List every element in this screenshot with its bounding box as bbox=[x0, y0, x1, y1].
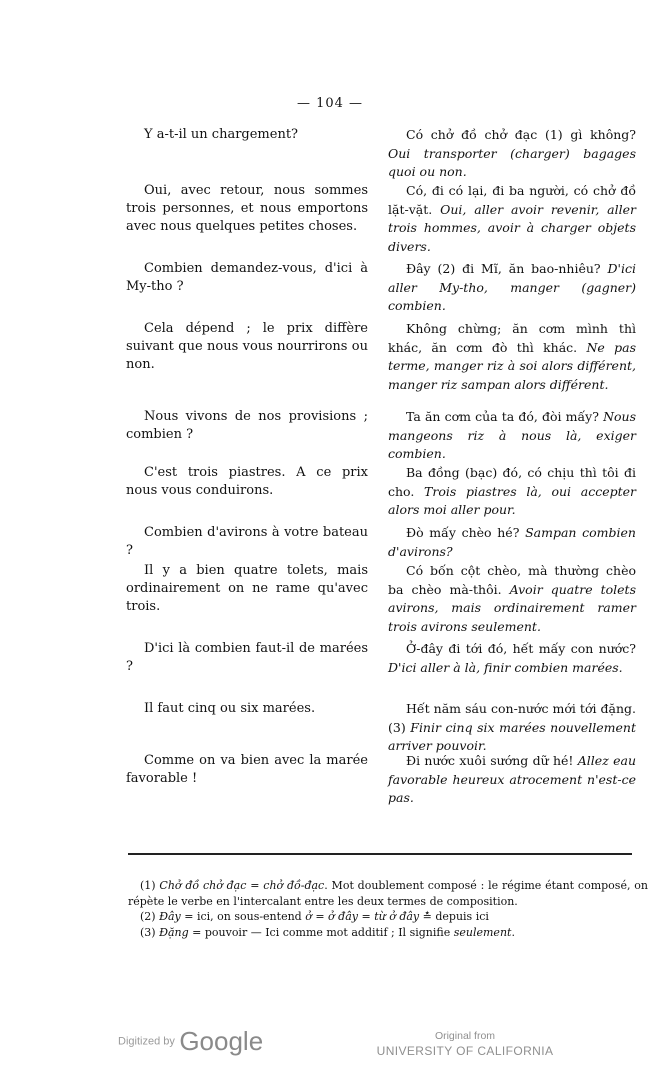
literal-translation: Finir cinq six marées nouvellement arriver pouvoir. bbox=[388, 719, 636, 753]
footnote-text: = bbox=[246, 879, 264, 892]
digitized-by-label: Digitized by bbox=[118, 1035, 175, 1048]
footnote-text: (1) bbox=[140, 879, 160, 892]
french-text: Cela dépend ; le prix diffère suivant que nous vous nourrirons ou non. bbox=[126, 321, 368, 372]
literal-translation: Sampan combien d'avirons? bbox=[388, 525, 636, 559]
literal-translation: D'ici aller My-tho, manger (gagner) combien. bbox=[388, 261, 636, 313]
french-phrase bbox=[126, 320, 368, 374]
footnote bbox=[128, 909, 648, 925]
footnotes bbox=[128, 878, 648, 940]
vietnamese-phrase bbox=[388, 752, 636, 808]
vietnamese-phrase bbox=[388, 640, 636, 677]
french-phrase bbox=[126, 700, 368, 718]
footnote bbox=[128, 878, 648, 909]
french-text: Combien demandez-vous, d'ici à My-tho ? bbox=[126, 261, 368, 294]
vietnamese-text: Không chừng; ăn cơm mình thì khác, ăn cơm đò thì khác. bbox=[388, 321, 636, 355]
french-text: Combien d'avirons à votre bateau ? bbox=[126, 525, 368, 558]
footnote-text: = ici, on sous-entend bbox=[180, 910, 306, 923]
french-text: D'ici là combien faut-il de marées ? bbox=[126, 641, 368, 674]
footnote-text: ở bbox=[305, 910, 312, 923]
original-from-credit bbox=[372, 1030, 558, 1059]
french-phrase bbox=[126, 182, 368, 236]
vietnamese-phrase bbox=[388, 562, 636, 636]
french-phrase bbox=[126, 562, 368, 616]
page-number: — 104 — bbox=[296, 96, 364, 111]
french-phrase bbox=[126, 408, 368, 444]
footnote-text: ≛ depuis ici bbox=[419, 910, 489, 923]
footnote-text: ở đây bbox=[328, 910, 358, 923]
vietnamese-text: Có chở đồ chở đạc (1) gì không? bbox=[406, 127, 636, 142]
vietnamese-phrase bbox=[388, 464, 636, 520]
footnote-text: seulement bbox=[453, 925, 512, 939]
institution-name: UNIVERSITY OF CALIFORNIA bbox=[376, 1044, 554, 1058]
literal-translation: Allez eau favorable heureux atrocement n'est-ce pas. bbox=[388, 753, 636, 805]
french-text: Oui, avec retour, nous sommes trois personnes, et nous emportons avec nous quelques petites choses. bbox=[126, 183, 368, 234]
french-phrase bbox=[126, 464, 368, 500]
vietnamese-phrase bbox=[388, 182, 636, 256]
original-from-label: Original from bbox=[434, 1030, 496, 1042]
vietnamese-text: Đi nước xuôi sướng dữ hé! bbox=[406, 753, 578, 768]
footnote-text: . bbox=[511, 925, 515, 939]
footnote-text: (3) bbox=[140, 925, 160, 939]
french-text: Il y a bien quatre tolets, mais ordinairement on ne rame qu'avec trois. bbox=[126, 563, 368, 614]
french-phrase bbox=[126, 524, 368, 560]
literal-translation: Ne pas terme, manger riz à soi alors différent, manger riz sampan alors différent. bbox=[388, 339, 636, 392]
footnote-text: = pouvoir — Ici comme mot additif ; Il signifie bbox=[188, 925, 454, 939]
french-phrase bbox=[126, 126, 368, 144]
footnote bbox=[128, 925, 648, 941]
vietnamese-text: Hết năm sáu con-nước mới tới đặng. (3) bbox=[388, 701, 636, 735]
french-text: C'est trois piastres. A ce prix nous vous conduirons. bbox=[126, 465, 368, 498]
footnote-text: = bbox=[311, 910, 329, 923]
digitized-by-credit bbox=[118, 1026, 263, 1057]
footnote-text: Chở đồ chở đạc bbox=[159, 879, 247, 892]
footnote-text: từ ở đây bbox=[374, 910, 420, 923]
vietnamese-phrase bbox=[388, 320, 636, 394]
literal-translation: Avoir quatre tolets avirons, mais ordinairement ramer trois avirons seulement. bbox=[388, 581, 636, 634]
vietnamese-phrase bbox=[388, 524, 636, 561]
footnote-separator bbox=[128, 853, 632, 855]
vietnamese-text: Ta ăn cơm của ta đó, đòi mấy? bbox=[406, 409, 604, 424]
french-text: Comme on va bien avec la marée favorable ! bbox=[126, 753, 368, 786]
footnote-text: (2) bbox=[140, 910, 160, 923]
french-phrase bbox=[126, 752, 368, 788]
french-phrase bbox=[126, 260, 368, 296]
vietnamese-text: Có, đi có lại, đi ba người, có chở đồ lặt-vặt. bbox=[388, 183, 636, 217]
vietnamese-phrase bbox=[388, 260, 636, 316]
literal-translation: Oui transporter (charger) bagages quoi ou non. bbox=[388, 145, 636, 179]
footnote-text: chở đồ-đạc bbox=[263, 879, 325, 892]
literal-translation: D'ici aller à là, finir combien marées. bbox=[388, 659, 623, 675]
vietnamese-text: Ở-đây đi tới đó, hết mấy con nước? bbox=[406, 641, 636, 656]
footnote-text: Đặng bbox=[159, 925, 189, 939]
footnote-text: . Mot doublement composé : le régime étant composé, on répète le verbe en l'intercalant entre les deux termes de composition. bbox=[128, 879, 648, 908]
vietnamese-text: Ba đồng (bạc) đó, có chịu thì tôi đi cho. bbox=[388, 465, 636, 499]
footnote-text: Đây bbox=[159, 910, 181, 923]
google-logo: Google bbox=[179, 1026, 264, 1056]
vietnamese-text: Có bốn cột chèo, mà thường chèo ba chèo mà-thôi. bbox=[388, 563, 636, 597]
vietnamese-phrase bbox=[388, 126, 636, 182]
french-phrase bbox=[126, 640, 368, 676]
french-text: Nous vivons de nos provisions ; combien ? bbox=[126, 409, 368, 442]
literal-translation: Oui, aller avoir revenir, aller trois hommes, avoir à charger objets divers. bbox=[388, 201, 636, 254]
french-text: Y a-t-il un chargement? bbox=[144, 127, 299, 142]
vietnamese-phrase bbox=[388, 700, 636, 756]
literal-translation: Nous mangeons riz à nous là, exiger combien. bbox=[388, 409, 636, 461]
vietnamese-text: Đây (2) đi Mĩ, ăn bao-nhiêu? bbox=[406, 261, 608, 276]
french-text: Il faut cinq ou six marées. bbox=[144, 701, 316, 716]
footnote-text: = bbox=[357, 910, 375, 923]
vietnamese-phrase bbox=[388, 408, 636, 464]
literal-translation: Trois piastres là, oui accepter alors moi aller pour. bbox=[388, 483, 636, 517]
vietnamese-text: Đò mấy chèo hé? bbox=[406, 525, 526, 540]
